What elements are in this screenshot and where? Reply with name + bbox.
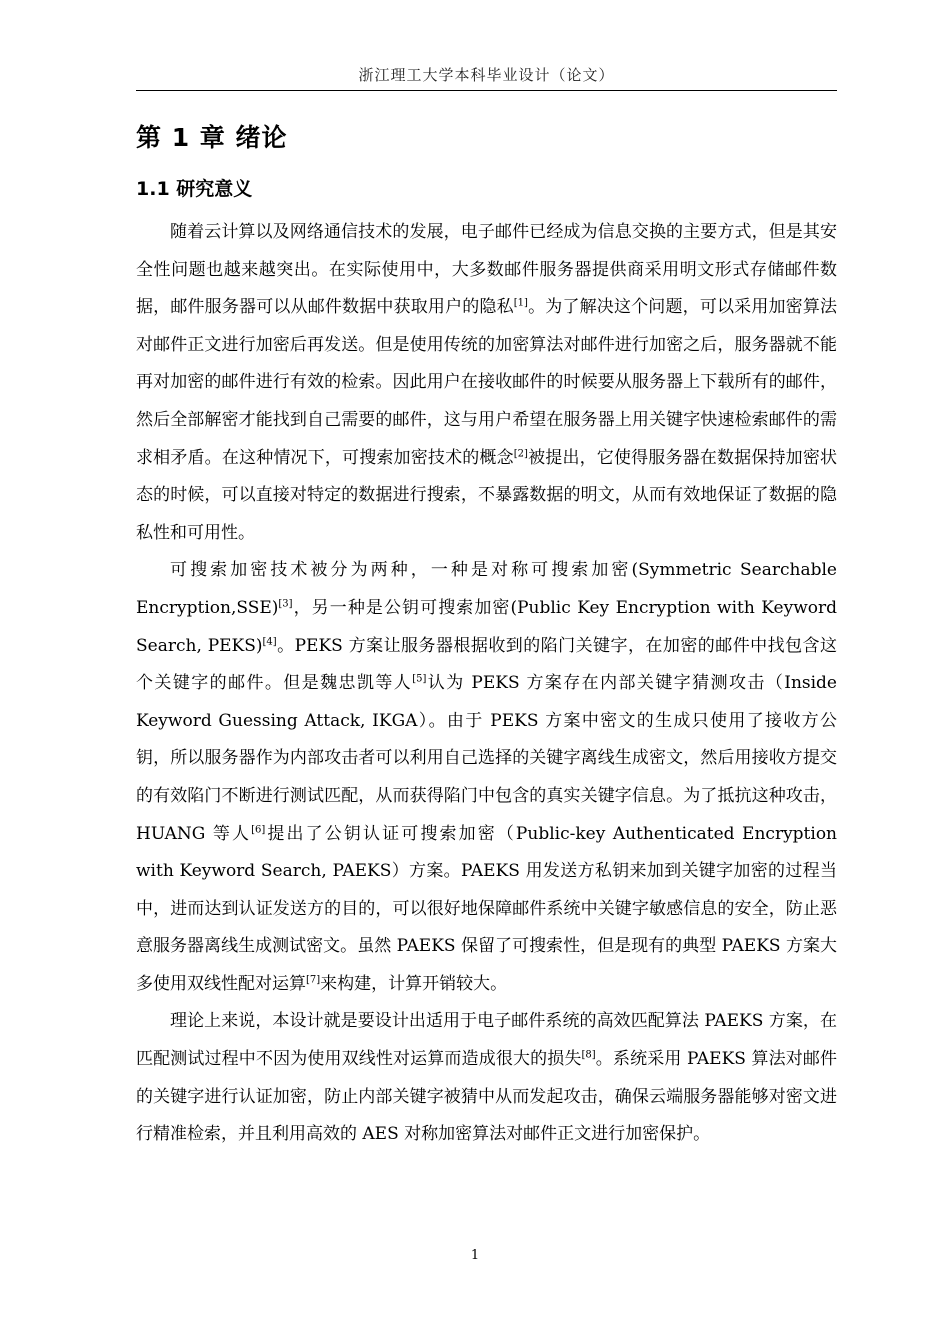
text-span: ，另一种是公钥可搜索加密(Public Key Encryption with Keyword Search, PEKS) [136, 597, 837, 656]
paragraph-1 [136, 214, 837, 552]
section-title: 1.1 研究意义 [136, 178, 253, 200]
paragraph-2 [136, 552, 837, 1003]
text-span: 被提出，它使得服务器在数据保持加密状态的时候，可以直接对特定的数据进行搜索，不暴露数据的明文，从而有效地保证了数据的隐私性和可用性。 [136, 447, 838, 543]
text-span: 来构建，计算开销较大。 [320, 973, 508, 994]
text-span: 理论上来说，本设计就是要设计出适用于电子邮件系统的高效匹配算法 PAEKS 方案，在匹配测试过程中不因为使用双线性对运算而造成很大的损失 [136, 1011, 837, 1070]
text-span: 可搜索加密技术被分为两种，一种是对称可搜索加密(Symmetric Searchable Encryption,SSE) [136, 560, 837, 618]
text-span: 。系统采用 PAEKS 算法对邮件的关键字进行认证加密，防止内部关键字被猜中从而发起攻击，确保云端服务器能够对密文进行精准检索，并且利用高效的 AES 对称加密算法对邮件正文进行加密保护。 [136, 1049, 838, 1145]
citation-ref: [6] [251, 823, 266, 835]
running-header: 浙江理工大学本科毕业设计（论文） [358, 66, 615, 84]
citation-ref: [3] [278, 598, 293, 610]
citation-ref: [2] [513, 447, 528, 459]
text-span: 。PEKS 方案让服务器根据收到的陷门关键字，在加密的邮件中找包含这个关键字的邮件。但是魏忠凯等人 [136, 635, 837, 694]
chapter-title: 第 1 章 绪论 [136, 123, 288, 152]
text-span: 提出了公钥认证可搜索加密（Public-key Authenticated Encryption with Keyword Search, PAEKS）方案。PAEKS 用发送方私钥来加到关键字加密的过程当中，进而达到认证发送方的目的，可以很好地保障邮件系统中关键字敏感信息的安全，防止恶意服务器离线生成测试密文。虽然 PAEKS 保留了可搜索性，但是现有的典型 PAEKS 方案大多使用双线性配对运算 [136, 823, 838, 994]
citation-ref: [4] [262, 635, 277, 647]
text-span: 认为 PEKS 方案存在内部关键字猜测攻击（Inside Keyword Guessing Attack, IKGA）。由于 PEKS 方案中密文的生成只使用了接收方公钥，所以服务器作为内部攻击者可以利用自己选择的关键字离线生成密文，然后用接收方提交的有效陷门不断进行测试匹配，从而获得陷门中包含的真实关键字信息。为了抵抗这种攻击，HUANG 等人 [136, 673, 837, 844]
text-span: 随着云计算以及网络通信技术的发展，电子邮件已经成为信息交换的主要方式，但是其安全性问题也越来越突出。在实际使用中，大多数邮件服务器提供商采用明文形式存储邮件数据，邮件服务器可以从邮件数据中获取用户的隐私 [136, 222, 837, 318]
citation-ref: [5] [412, 673, 427, 685]
page-number: 1 [470, 1248, 480, 1263]
header-rule [136, 90, 837, 91]
citation-ref: [8] [581, 1049, 596, 1061]
citation-ref: [7] [306, 974, 321, 986]
text-span: 。为了解决这个问题，可以采用加密算法对邮件正文进行加密后再发送。但是使用传统的加密算法对邮件进行加密之后，服务器就不能再对加密的邮件进行有效的检索。因此用户在接收邮件的时候要从服务器上下载所有的邮件，然后全部解密才能找到自己需要的邮件，这与用户希望在服务器上用关键字快速检索邮件的需求相矛盾。在这种情况下，可搜索加密技术的概念 [136, 297, 838, 468]
paragraph-3 [136, 1003, 837, 1153]
citation-ref: [1] [513, 297, 528, 309]
body-text [136, 214, 837, 1154]
